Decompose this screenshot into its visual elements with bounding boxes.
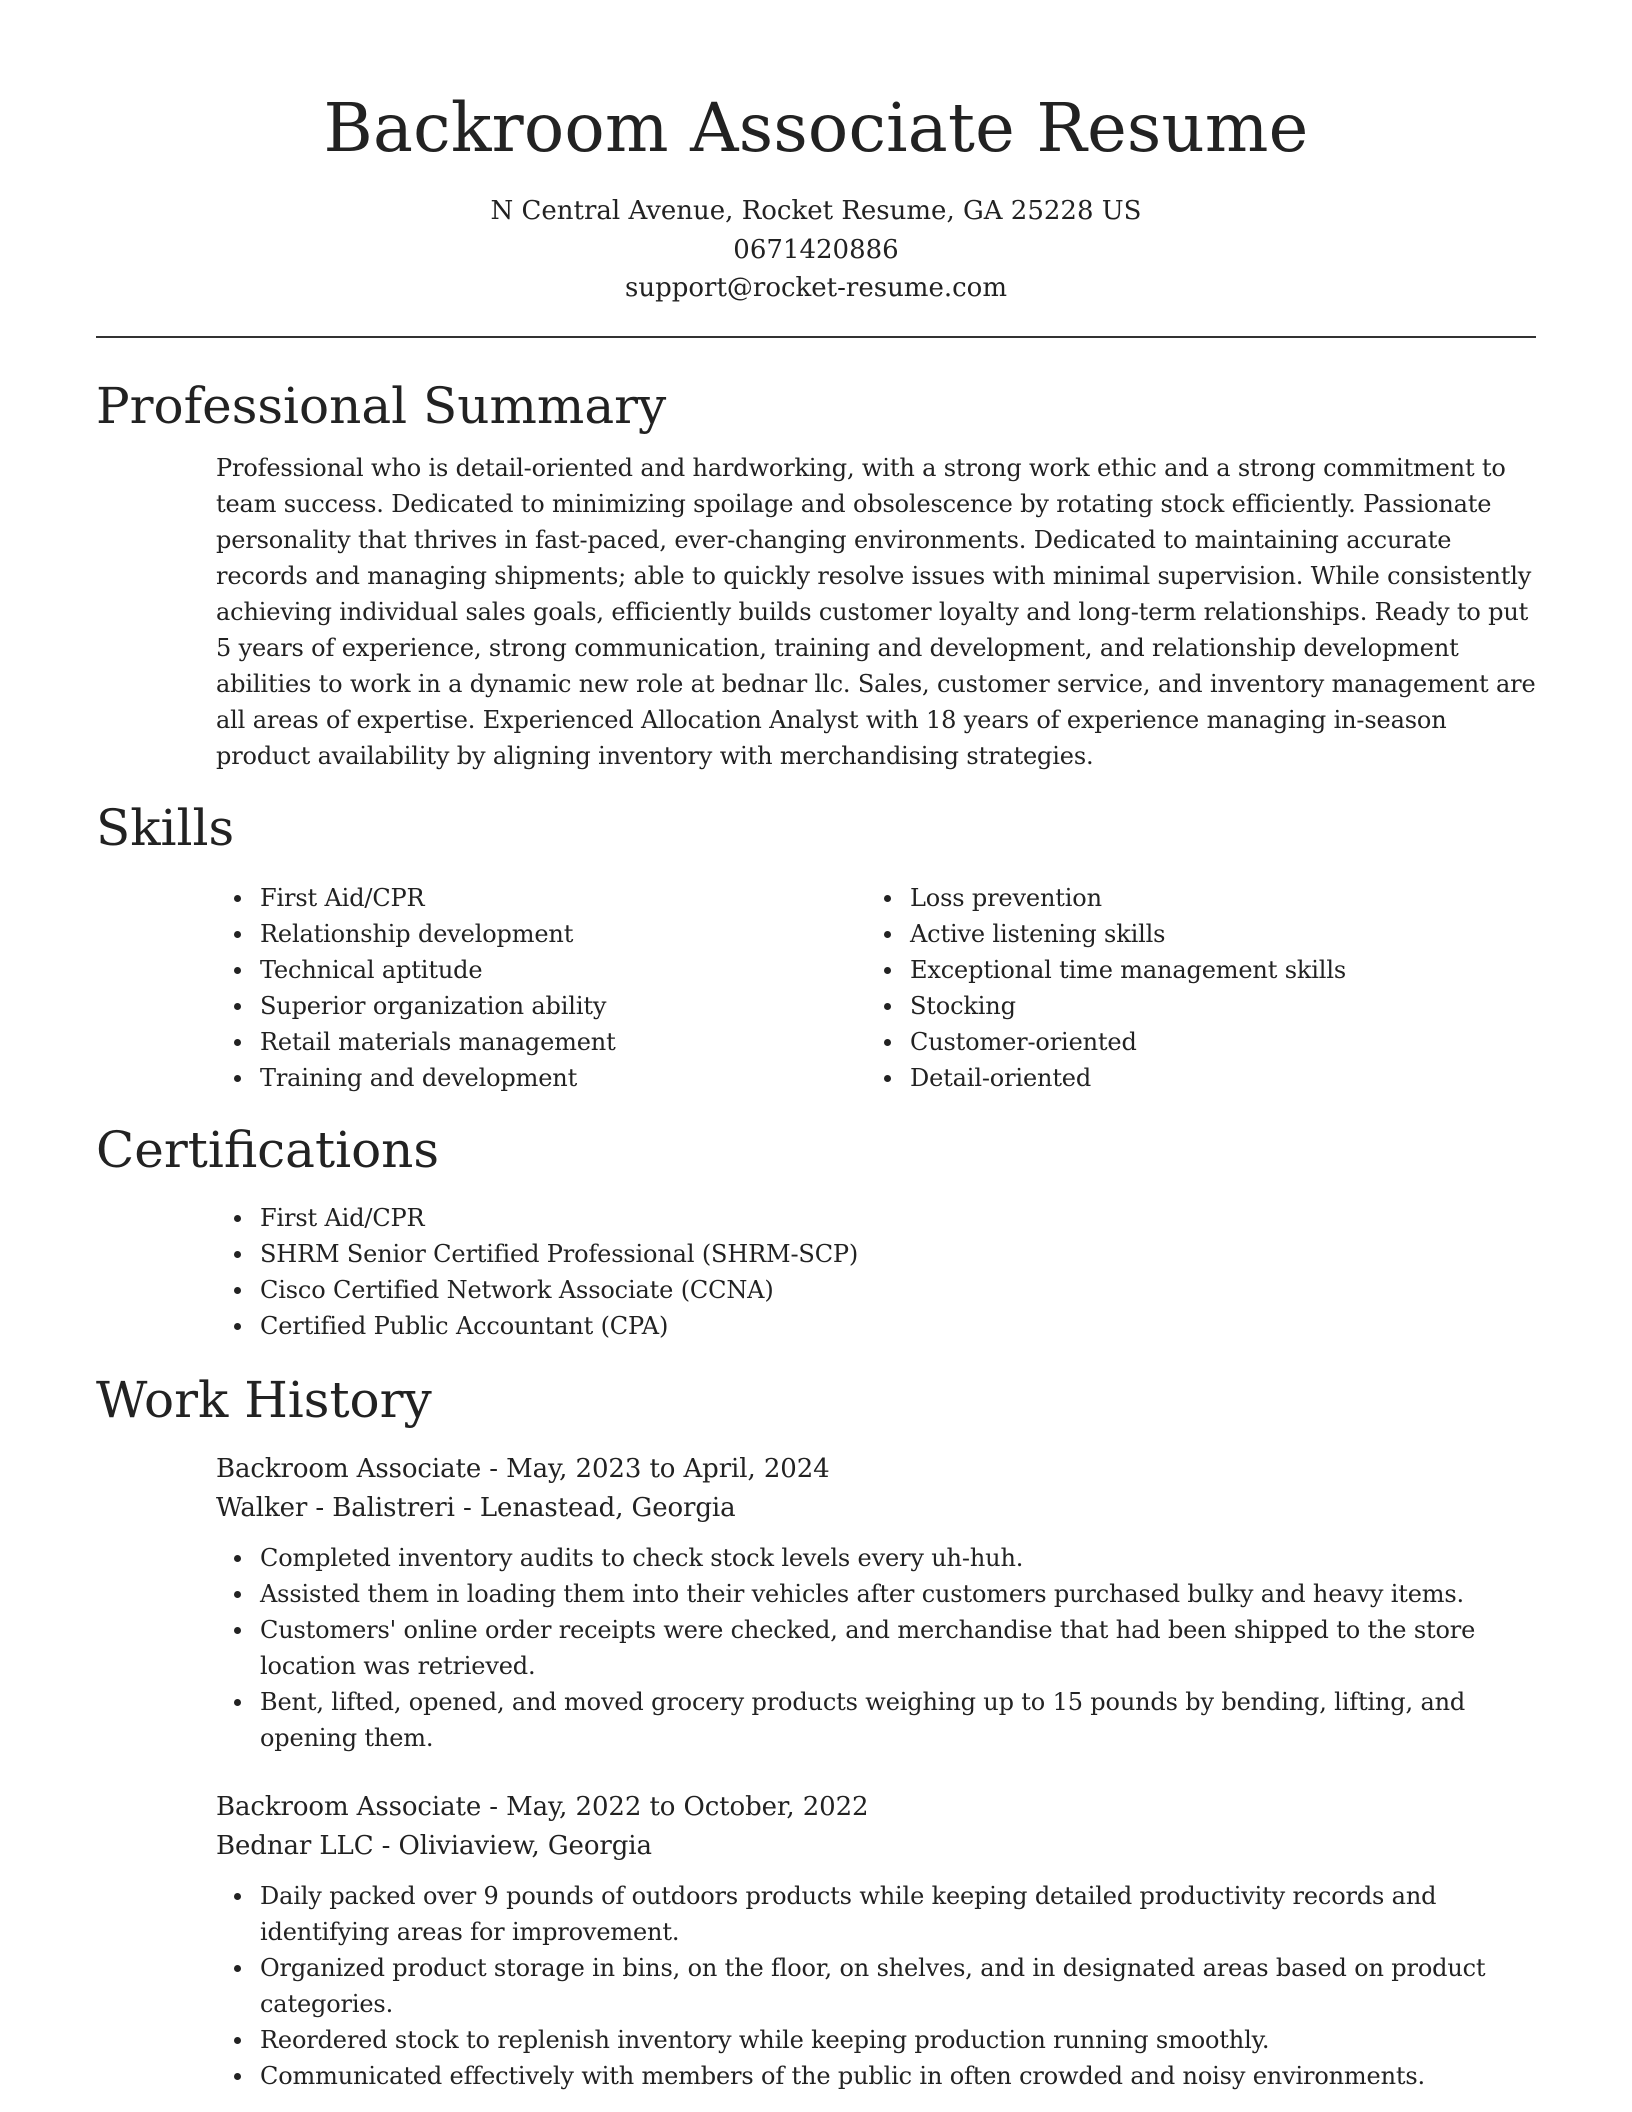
- skill-item: Stocking: [910, 988, 1516, 1024]
- skills-column-right: [866, 880, 1516, 1096]
- work-history-heading: Work History: [96, 1370, 432, 1429]
- skills-list-left: [216, 880, 866, 1096]
- skills-grid: [216, 880, 1536, 1096]
- skill-item: Relationship development: [260, 916, 866, 952]
- job-bullet: Communicated effectively with members of the public in often crowded and noisy environments.: [260, 2058, 1536, 2094]
- job-bullets: [216, 1878, 1536, 2094]
- certification-item: First Aid/CPR: [260, 1200, 1536, 1236]
- skills-heading: Skills: [96, 798, 235, 857]
- certifications-section: [96, 1120, 1536, 1344]
- skill-item: Loss prevention: [910, 880, 1516, 916]
- job-entry: [216, 1450, 1536, 1756]
- skill-item: Superior organization ability: [260, 988, 866, 1024]
- summary-heading: Professional Summary: [96, 376, 667, 435]
- skill-item: Exceptional time management skills: [910, 952, 1516, 988]
- job-title-line: Backroom Associate - May, 2022 to October, 2022: [216, 1791, 869, 1822]
- skills-column-left: [216, 880, 866, 1096]
- skill-item: Retail materials management: [260, 1024, 866, 1060]
- job-bullets: [216, 1540, 1536, 1756]
- job-bullet: Organized product storage in bins, on the floor, on shelves, and in designated areas based on product categories.: [260, 1950, 1536, 2022]
- contact-block: [96, 192, 1536, 308]
- skill-item: Training and development: [260, 1060, 866, 1096]
- job-bullet: Bent, lifted, opened, and moved grocery products weighing up to 15 pounds by bending, lifting, and opening them.: [260, 1684, 1536, 1756]
- job-company-line: Bednar LLC - Oliviaview, Georgia: [216, 1830, 652, 1861]
- skill-item: Active listening skills: [910, 916, 1516, 952]
- certifications-list-wrap: [216, 1200, 1536, 1344]
- contact-email: support@rocket-resume.com: [624, 273, 1007, 303]
- job-bullet: Completed inventory audits to check stock levels every uh-huh.: [260, 1540, 1536, 1576]
- certification-item: Cisco Certified Network Associate (CCNA): [260, 1272, 1536, 1308]
- summary-text: Professional who is detail-oriented and hardworking, with a strong work ethic and a strong commitment to team success. Dedicated to minimizing spoilage and obsolescence by rotating stock efficiently. Passionate personality that thrives in fast-paced, ever-changing environments. Dedicated to maintaining accurate records and managing shipments; able to quickly resolve issues with minimal supervision. While consistently achieving individual sales goals, efficiently builds customer loyalty and long-term relationships. Ready to put 5 years of experience, strong communication, training and development, and relationship development abilities to work in a dynamic new role at bednar llc. Sales, customer service, and inventory management are all areas of expertise. Experienced Allocation Analyst with 18 years of experience managing in-season product availability by aligning inventory with merchandising strategies.: [216, 453, 1536, 770]
- job-entry: [216, 1788, 1536, 2094]
- skill-item: Detail-oriented: [910, 1060, 1516, 1096]
- certification-item: Certified Public Accountant (CPA): [260, 1308, 1536, 1344]
- work-history-section: [96, 1370, 1536, 2094]
- certification-item: SHRM Senior Certified Professional (SHRM-SCP): [260, 1236, 1536, 1272]
- skills-section: [96, 798, 1536, 1096]
- certifications-heading: Certifications: [96, 1120, 440, 1179]
- job-bullets-wrap: [216, 1878, 1536, 2094]
- job-title-line: Backroom Associate - May, 2023 to April, 2024: [216, 1453, 830, 1484]
- skill-item: Technical aptitude: [260, 952, 866, 988]
- job-bullet: Customers' online order receipts were checked, and merchandise that had been shipped to the store location was retrieved.: [260, 1612, 1536, 1684]
- resume-page: [96, 0, 1536, 2094]
- header-divider: [96, 336, 1536, 338]
- summary-section: [96, 376, 1536, 774]
- job-bullet: Reordered stock to replenish inventory while keeping production running smoothly.: [260, 2022, 1536, 2058]
- job-bullet: Daily packed over 9 pounds of outdoors products while keeping detailed productivity records and identifying areas for improvement.: [260, 1878, 1536, 1950]
- job-company-line: Walker - Balistreri - Lenastead, Georgia: [216, 1492, 736, 1523]
- contact-address: N Central Avenue, Rocket Resume, GA 25228 US: [490, 196, 1142, 226]
- job-bullets-wrap: [216, 1540, 1536, 1756]
- certifications-list: [216, 1200, 1536, 1344]
- skills-list-right: [866, 880, 1516, 1096]
- skill-item: Customer-oriented: [910, 1024, 1516, 1060]
- skill-item: First Aid/CPR: [260, 880, 866, 916]
- job-bullet: Assisted them in loading them into their vehicles after customers purchased bulky and heavy items.: [260, 1576, 1536, 1612]
- resume-title: Backroom Associate Resume: [323, 89, 1309, 167]
- contact-phone: 0671420886: [733, 234, 899, 265]
